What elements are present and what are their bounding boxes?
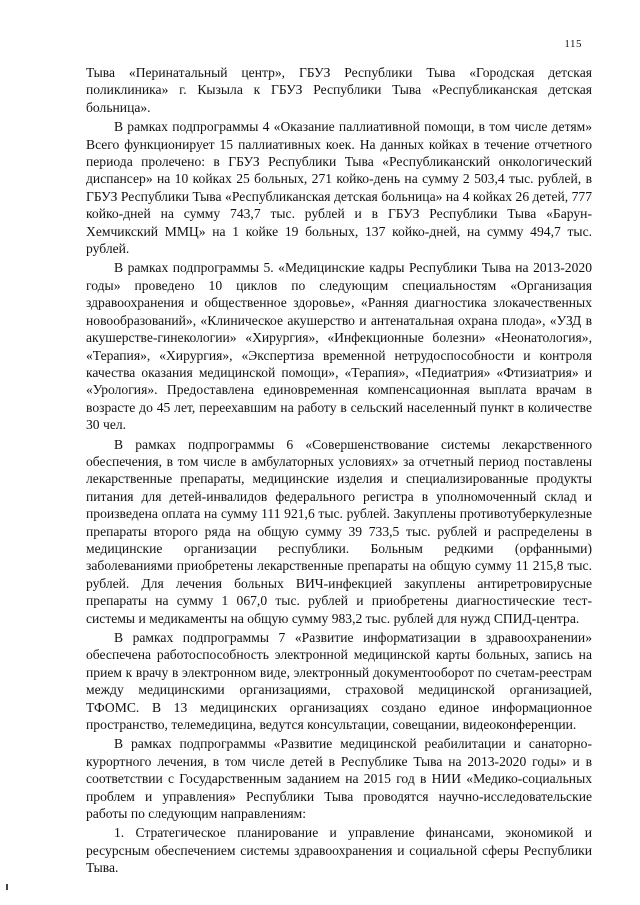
paragraph: В рамках подпрограммы 4 «Оказание паллиативной помощи, в том числе детям» Всего функционирует 15 паллиативных коек. На данных койках в течение отчетного периода пролечено: в ГБУЗ Республики Тыва «Республиканский онкологический диспансер» на 10 койках 25 больных, 271 койко-день на сумму 2 503,4 тыс. рублей, в ГБУЗ Республики Тыва «Республиканская детская больница» на 4 койках 26 детей, 777 койко-дней на сумму 743,7 тыс. рублей и в ГБУЗ Республики Тыва «Барун-Хемчикский ММЦ» на 1 койке 19 больных, 137 койко-дней, на сумму 494,7 тыс. рублей. <box>86 119 592 257</box>
page-number: 115 <box>564 38 582 50</box>
paragraph: В рамках подпрограммы 6 «Совершенствование системы лекарственного обеспечения, в том числе в амбулаторных условиях» за отчетный период поставлены лекарственные препараты, медицинские изделия и специализированные продукты питания для детей-инвалидов федерального регистра в уполномоченный склад и произведена оплата на сумму 111 921,6 тыс. рублей. Закуплены противотуберкулезные препараты второго ряда на общую сумму 39 733,5 тыс. рублей и распределены в медицинские организации республики. Больным редкими (орфанными) заболеваниями приобретены лекарственные препараты на общую сумму 11 215,8 тыс. рублей. Для лечения больных ВИЧ-инфекцией закуплены антиретровирусные препараты на сумму 1 067,0 тыс. рублей и приобретены диагностические тест-системы и медикаменты на общую сумму 983,2 тыс. рублей для нужд СПИД-центра. <box>86 436 592 626</box>
paragraph: 1. Стратегическое планирование и управление финансами, экономикой и ресурсным обеспечением системы здравоохранения и социальной сферы Республики Тыва. <box>86 825 592 876</box>
paragraph: В рамках подпрограммы 5. «Медицинские кадры Республики Тыва на 2013-2020 годы» проведено 10 циклов по следующим специальностям «Организация здравоохранения и общественное здоровье», «Ранняя диагностика злокачественных новообразований», «Клиническое акушерство и антенатальная охрана плода», «УЗД в акушерстве-гинекологии» «Хирургия», «Инфекционные болезни» «Неонатология», «Терапия», «Хирургия», «Экспертиза временной нетрудоспособности и контроля качества оказания медицинской помощи», «Терапия», «Педиатрия» «Фтизиатрия» и «Урология». Предоставлена единовременная компенсационная выплата врачам в возрасте до 45 лет, переехавшим на работу в сельский населенный пункт в количестве 30 чел. <box>86 260 592 433</box>
paragraph: В рамках подпрограммы «Развитие медицинской реабилитации и санаторно-курортного лечения, в том числе детей в Республике Тыва на 2013-2020 годы» и в соответствии с Государственным заданием на 2015 год в НИИ «Медико-социальных проблем и управления» Республики Тыва проводятся научно-исследовательские работы по следующим направлениям: <box>86 736 592 822</box>
scan-mark <box>6 884 8 890</box>
document-body <box>86 64 592 879</box>
paragraph: В рамках подпрограммы 7 «Развитие информатизации в здравоохранении» обеспечена работоспособность электронной медицинской карты больных, запись на прием к врачу в электронном виде, электронный документооборот по счетам-реестрам между медицинскими организациями, страховой медицинской организацией, ТФОМС. В 13 медицинских организациях создано единое информационное пространство, телемедицина, ведутся консультации, совещании, видеоконференции. <box>86 630 592 733</box>
paragraph: Тыва «Перинатальный центр», ГБУЗ Республики Тыва «Городская детская поликлиника» г. Кызыла к ГБУЗ Республики Тыва «Республиканская детская больница». <box>86 65 592 115</box>
